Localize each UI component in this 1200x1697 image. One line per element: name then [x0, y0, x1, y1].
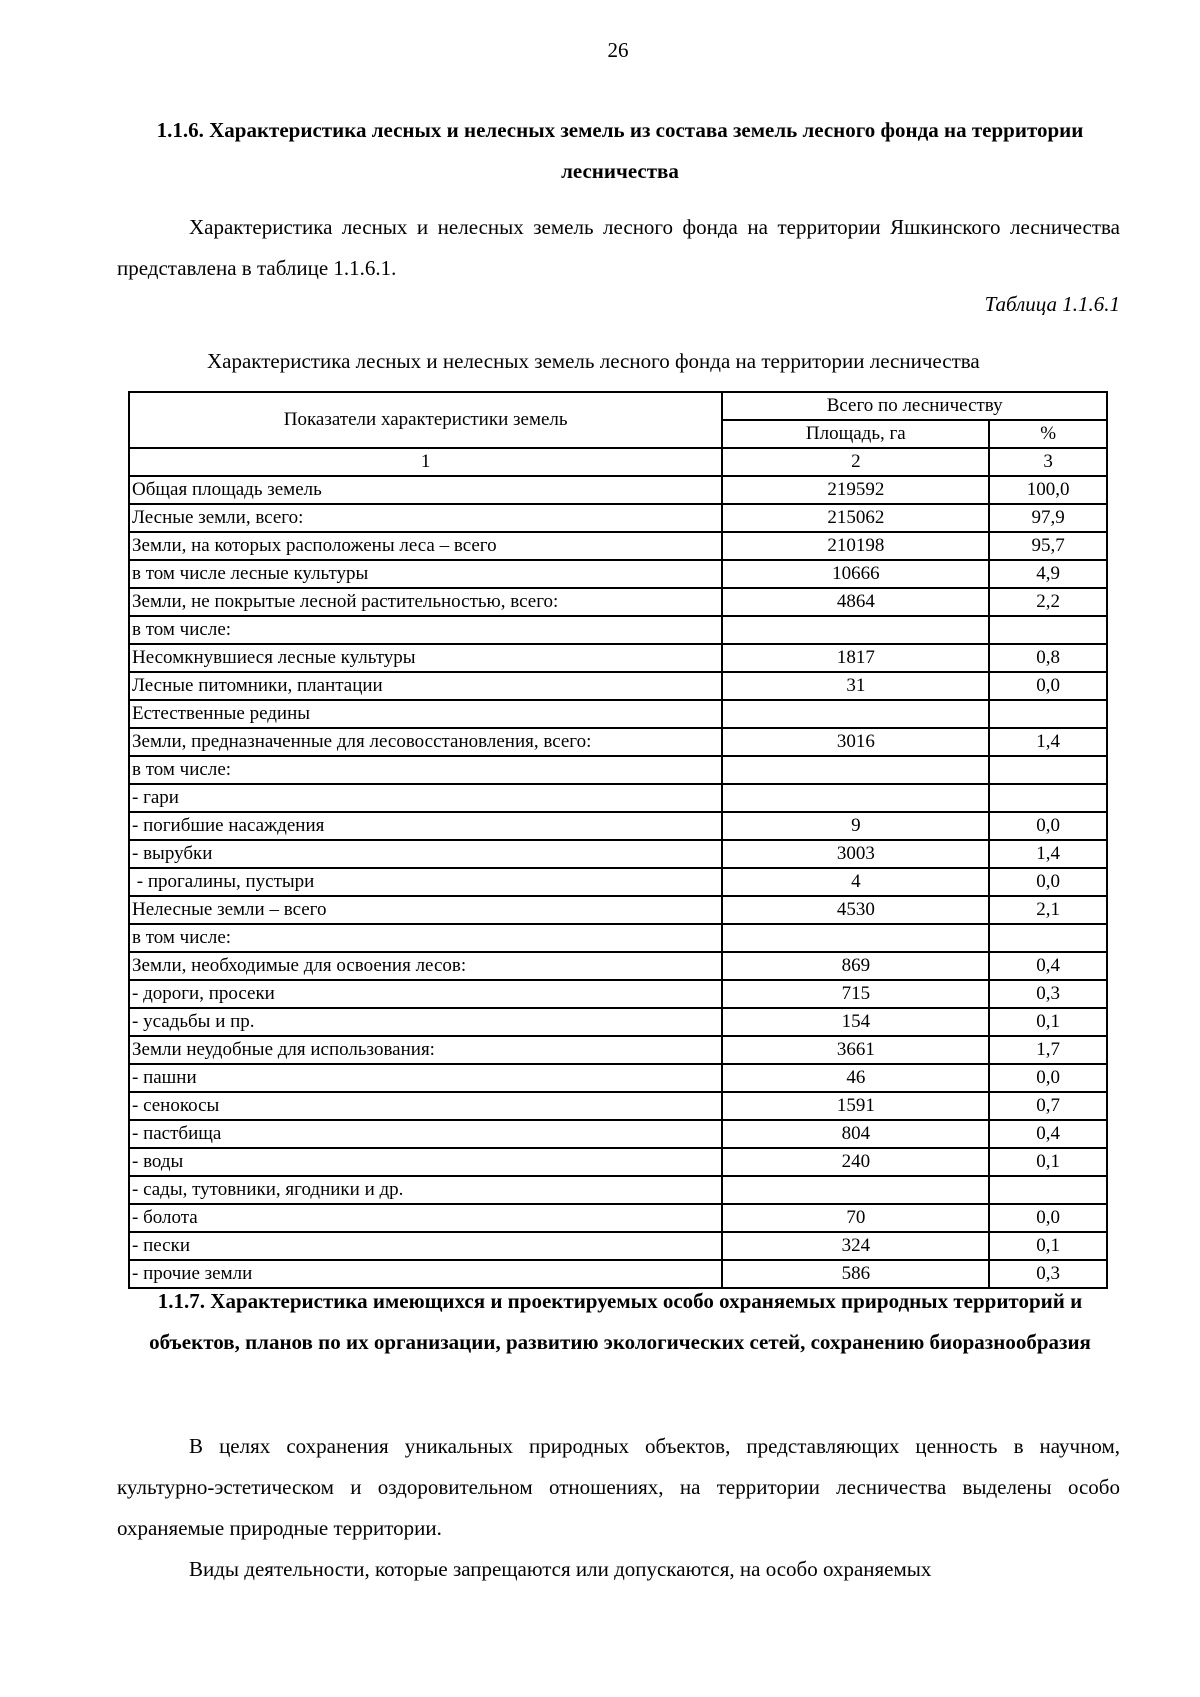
row-percent: 0,3: [989, 980, 1107, 1008]
row-indicator: Земли, предназначенные для лесовосстановления, всего:: [129, 728, 722, 756]
row-area: 586: [722, 1260, 989, 1288]
intro-paragraph: Характеристика лесных и нелесных земель лесного фонда на территории Яшкинского лесничества представлена в таблице 1.1.6.1.: [117, 215, 1120, 280]
row-indicator: Земли, на которых расположены леса – всего: [129, 532, 722, 560]
row-percent: 0,4: [989, 1120, 1107, 1148]
row-percent: 0,3: [989, 1260, 1107, 1288]
row-percent: 0,4: [989, 952, 1107, 980]
row-indicator: в том числе:: [129, 924, 722, 952]
row-indicator: Земли неудобные для использования:: [129, 1036, 722, 1064]
table-row: [129, 896, 1107, 924]
header-area: Площадь, га: [722, 420, 989, 448]
table-label: Таблица 1.1.6.1: [984, 292, 1120, 316]
row-percent: 4,9: [989, 560, 1107, 588]
table-row: [129, 588, 1107, 616]
table-row: [129, 812, 1107, 840]
table-row: [129, 1064, 1107, 1092]
table-row: [129, 616, 1107, 644]
header-indicators: Показатели характеристики земель: [129, 392, 722, 448]
table-row: [129, 1120, 1107, 1148]
row-indicator: в том числе:: [129, 616, 722, 644]
table-row: [129, 840, 1107, 868]
row-area: [722, 784, 989, 812]
row-area: 715: [722, 980, 989, 1008]
row-area: 324: [722, 1232, 989, 1260]
table-row: [129, 1036, 1107, 1064]
table-caption: Характеристика лесных и нелесных земель лесного фонда на территории лесничества: [207, 349, 980, 373]
row-indicator: в том числе:: [129, 756, 722, 784]
row-area: 1591: [722, 1092, 989, 1120]
table-row: [129, 924, 1107, 952]
table-row: [129, 756, 1107, 784]
row-indicator: - прогалины, пустыри: [129, 868, 722, 896]
column-number-3: 3: [989, 448, 1107, 476]
row-indicator: Естественные редины: [129, 700, 722, 728]
row-indicator: - сады, тутовники, ягодники и др.: [129, 1176, 722, 1204]
row-area: 9: [722, 812, 989, 840]
row-percent: 100,0: [989, 476, 1107, 504]
row-percent: 1,4: [989, 840, 1107, 868]
row-percent: 2,2: [989, 588, 1107, 616]
section-heading-1-1-7: 1.1.7. Характеристика имеющихся и проектируемых особо охраняемых природных территорий и объектов, планов по их организации, развитию экологических сетей, сохранению биоразнообразия: [149, 1289, 1091, 1354]
row-indicator: Земли, не покрытые лесной растительностью, всего:: [129, 588, 722, 616]
row-percent: 0,8: [989, 644, 1107, 672]
table-row: [129, 784, 1107, 812]
row-percent: 0,0: [989, 868, 1107, 896]
row-percent: [989, 1176, 1107, 1204]
row-area: [722, 756, 989, 784]
table-row: [129, 1008, 1107, 1036]
header-forestry-total: Всего по лесничеству: [722, 392, 1107, 420]
row-percent: 0,0: [989, 1064, 1107, 1092]
row-area: 804: [722, 1120, 989, 1148]
row-indicator: Общая площадь земель: [129, 476, 722, 504]
row-area: 219592: [722, 476, 989, 504]
row-area: 240: [722, 1148, 989, 1176]
table-row: [129, 700, 1107, 728]
row-percent: [989, 756, 1107, 784]
row-indicator: - прочие земли: [129, 1260, 722, 1288]
row-percent: 0,1: [989, 1008, 1107, 1036]
row-indicator: Лесные питомники, плантации: [129, 672, 722, 700]
row-area: 869: [722, 952, 989, 980]
row-indicator: в том числе лесные культуры: [129, 560, 722, 588]
activities-paragraph: Виды деятельности, которые запрещаются или допускаются, на особо охраняемых: [189, 1557, 932, 1581]
table-row: [129, 868, 1107, 896]
row-indicator: Несомкнувшиеся лесные культуры: [129, 644, 722, 672]
table-row: [129, 532, 1107, 560]
table-row: [129, 952, 1107, 980]
row-percent: [989, 616, 1107, 644]
table-row: [129, 672, 1107, 700]
row-area: [722, 1176, 989, 1204]
table-row: [129, 644, 1107, 672]
row-area: [722, 616, 989, 644]
row-percent: 1,7: [989, 1036, 1107, 1064]
row-percent: [989, 700, 1107, 728]
row-indicator: - пашни: [129, 1064, 722, 1092]
section-heading-1-1-6: 1.1.6. Характеристика лесных и нелесных земель из состава земель лесного фонда на территории лесничества: [156, 118, 1084, 183]
row-area: 154: [722, 1008, 989, 1036]
row-percent: 1,4: [989, 728, 1107, 756]
row-indicator: - воды: [129, 1148, 722, 1176]
table-row: [129, 476, 1107, 504]
row-indicator: - болота: [129, 1204, 722, 1232]
land-characteristics-table: [128, 391, 1108, 1289]
row-area: 215062: [722, 504, 989, 532]
row-percent: 0,0: [989, 812, 1107, 840]
row-area: 31: [722, 672, 989, 700]
row-area: 3661: [722, 1036, 989, 1064]
row-percent: 0,0: [989, 1204, 1107, 1232]
row-indicator: Лесные земли, всего:: [129, 504, 722, 532]
table-row: [129, 1148, 1107, 1176]
row-percent: [989, 784, 1107, 812]
row-percent: 0,1: [989, 1148, 1107, 1176]
row-area: 1817: [722, 644, 989, 672]
row-indicator: Нелесные земли – всего: [129, 896, 722, 924]
row-percent: 2,1: [989, 896, 1107, 924]
row-percent: 0,7: [989, 1092, 1107, 1120]
row-area: 4: [722, 868, 989, 896]
page-number: 26: [607, 38, 629, 62]
row-percent: 0,1: [989, 1232, 1107, 1260]
table-row: [129, 504, 1107, 532]
row-percent: 95,7: [989, 532, 1107, 560]
row-indicator: - усадьбы и пр.: [129, 1008, 722, 1036]
row-area: 4864: [722, 588, 989, 616]
row-area: 46: [722, 1064, 989, 1092]
row-indicator: - погибшие насаждения: [129, 812, 722, 840]
row-percent: 0,0: [989, 672, 1107, 700]
table-row: [129, 728, 1107, 756]
table-row: [129, 1204, 1107, 1232]
table-row: [129, 980, 1107, 1008]
table-row: [129, 560, 1107, 588]
row-area: [722, 700, 989, 728]
row-indicator: - вырубки: [129, 840, 722, 868]
row-area: 210198: [722, 532, 989, 560]
row-area: [722, 924, 989, 952]
table-body: [129, 476, 1107, 1288]
row-indicator: - сенокосы: [129, 1092, 722, 1120]
table-row: [129, 1232, 1107, 1260]
row-indicator: Земли, необходимые для освоения лесов:: [129, 952, 722, 980]
table-row: [129, 1176, 1107, 1204]
row-area: 3016: [722, 728, 989, 756]
row-area: 4530: [722, 896, 989, 924]
row-area: 3003: [722, 840, 989, 868]
row-indicator: - дороги, просеки: [129, 980, 722, 1008]
column-number-2: 2: [722, 448, 989, 476]
row-percent: 97,9: [989, 504, 1107, 532]
row-indicator: - пески: [129, 1232, 722, 1260]
row-area: 10666: [722, 560, 989, 588]
row-indicator: - пастбища: [129, 1120, 722, 1148]
header-percent: %: [989, 420, 1107, 448]
row-percent: [989, 924, 1107, 952]
table-row: [129, 1092, 1107, 1120]
column-number-1: 1: [129, 448, 722, 476]
row-area: 70: [722, 1204, 989, 1232]
protected-areas-paragraph: В целях сохранения уникальных природных объектов, представляющих ценность в научном, культурно-эстетическом и оздоровительном отношениях, на территории лесничества выделены особо охраняемые природные территории.: [117, 1434, 1120, 1540]
row-indicator: - гари: [129, 784, 722, 812]
